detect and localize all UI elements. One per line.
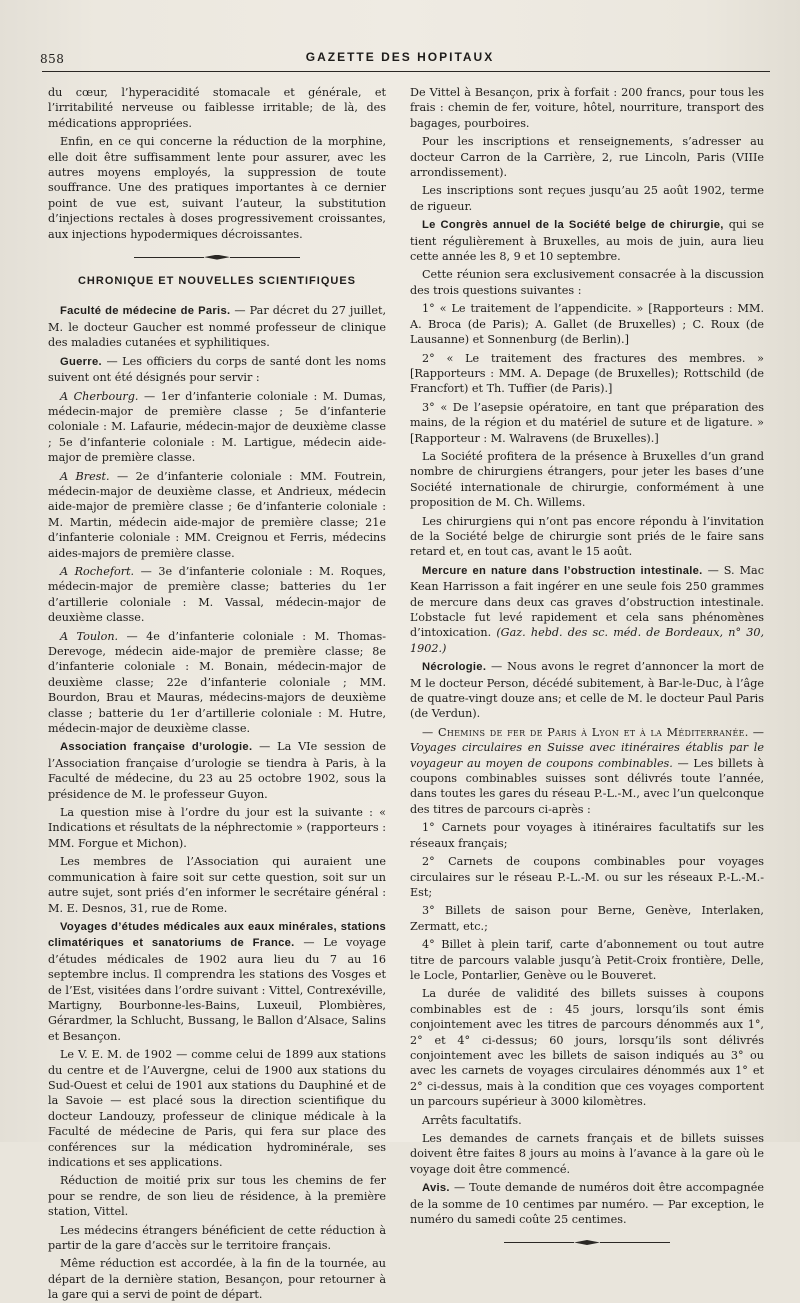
item-text: — Par décret du 27 juillet, M. le docteur Gaucher est nommé professeur de clinique des maladies cutanées et syphilitiques. [48,304,387,350]
list-item: 3° Billets de saison pour Berne, Genève, Interlaken, Zermatt, etc.; [410,904,764,933]
running-title: GAZETTE DES HOPITAUX [305,50,495,64]
paragraph: Les inscriptions sont reçues jusqu’au 25 août 1902, terme de rigueur. [410,184,764,213]
paragraph: Pour les inscriptions et renseignements, s’adresser au docteur Carron de la Carrière, 2, rue Lincoln, Paris (VIIIe arrondissement). [410,135,764,180]
page-number: 858 [40,52,65,66]
item-text: — Le voyage d’études médicales de 1902 aura lieu du 7 au 16 septembre inclus. Il comprendra les stations des Vosges et de l’Est, visitées dans l’ordre suivant : Vittel, Contrexéville, Martigny, Bourbonne-les-Bains, Luxeuil, Plombières, Gérardmer, la Schlucht, Bussang, le Ballon d’Alsace, Salins et Besançon. [48,936,386,1043]
paragraph: Le V. E. M. de 1902 — comme celui de 1899 aux stations du centre et de l’Auvergne, celui de 1900 aux stations du Sud-Ouest et celui de 1901 aux stations du Dauphiné et de la Savoie — est placé sous la direction scientifique du docteur Landouzy, professeur de clinique médicale à la Faculté de médecine de Paris, qui fera sur place des conférences sur la médication hydrominérale, ses indications et ses applications. [48,1048,386,1169]
place-name: A Brest. [60,469,110,483]
item-heading: — Chemins de fer de Paris à Lyon et à la Méditerranée. [422,725,749,739]
news-item-faculte [48,303,386,350]
place-name: A Toulon. [60,629,119,643]
paragraph: Les membres de l’Association qui auraient une communication à faire soit sur cette question, soit sur un autre sujet, sont priés d’en informer le secrétaire général : M. E. Desnos, 31, rue de Rome. [48,855,386,915]
item-text: — 1er d’infanterie coloniale : M. Dumas, médecin-major de première classe ; 5e d’infanterie coloniale : M. Lafaurie, médecin-major de deuxième classe ; 5e d’infanterie coloniale : M. Lartigue, médecin aide-major de première classe. [48,389,386,465]
list-item: 2° « Le traitement des fractures des membres. » [Rapporteurs : MM. A. Depage (de Bruxelles); Rottschild (de Francfort) et Th. Tuffier (de Paris).] [410,351,764,396]
item-heading: Avis. [422,1182,450,1195]
paragraph: La Société profitera de la présence à Bruxelles d’un grand nombre de chirurgiens étrangers, pour jeter les bases d’une Société internationale de chirurgie, conformément à une proposition de M. Ch. Willems. [410,449,764,510]
item-heading: Nécrologie. [422,661,487,674]
posting-rochefort [48,564,386,626]
item-text: — 3e d’infanterie coloniale : M. Roques, médecin-major de première classe; batteries du 1er d’artillerie coloniale : M. Vassal, médecin-major de deuxième classe. [48,564,386,625]
section-title: CHRONIQUE ET NOUVELLES SCIENTIFIQUES [77,275,357,288]
paragraph: Arrêts facultatifs. [422,1113,522,1127]
item-text: — Toute demande de numéros doit être accompagnée de la somme de 10 centimes par numéro. — Par exception, le numéro du samedi coûte 25 centimes. [410,1181,764,1227]
item-heading: Guerre. [60,355,102,368]
item-heading: Voyages d’études médicales aux eaux minérales, stations climatériques et sanatoriums de France. [48,920,386,950]
ornament-divider [410,1237,764,1247]
list-item: 1° Carnets pour voyages à itinéraires facultatifs sur les réseaux français; [410,821,764,850]
citation: (Gaz. hebd. des sc. méd. de Bordeaux, n° 30, 1902.) [410,626,764,655]
news-item-voyages [48,919,386,1044]
news-item-guerre [48,354,386,386]
paragraph: Réduction de moitié prix sur tous les chemins de fer pour se rendre, de son lieu de résidence, à la première station, Vittel. [48,1174,386,1219]
news-item-chemins-de-fer [410,725,764,817]
posting-brest [48,469,386,561]
paragraph: Même réduction est accordée, à la fin de la tournée, au départ de la dernière station, Besançon, pour retourner à la gare qui a servi de point de départ. [48,1257,386,1302]
paragraph: La durée de validité des billets suisses à coupons combinables est de : 45 jours, lorsqu’ils sont émis conjointement avec les titres de parcours dénommés aux 1°, 2° et 4° ci-dessus; 60 jours, lorsqu’ils sont délivrés conjointement avec les billets de saison indiqués au 3° ou avec les carnets de voyages circulaires dénommés aux 1° et 2° ci-dessus, mais à la condition que ces voyages comportent un parcours supérieur à 3000 kilomètres. [410,987,764,1109]
posting-toulon [48,629,386,737]
paragraph: du cœur, l’hyperacidité stomacale et générale, et l’irritabilité nerveuse ou faiblesse irritable; de là, des médications appropriées. [48,86,386,130]
place-name: A Rochefort. [60,564,135,578]
list-item: 3° « De l’asepsie opératoire, en tant que préparation des mains, de la région et du matériel de suture et de ligature. » [Rapporteur : M. Walravens (de Bruxelles).] [410,400,764,445]
item-text: — 2e d’infanterie coloniale : MM. Foutrein, médecin-major de deuxième classe, et Andrieux, médecin aide-major de première classe ; 6e d’infanterie coloniale : M. Martin, médecin aide-major de première classe; 21e d’infanterie coloniale : MM. Creignou et Ferris, médecins aides-majors de première classe. [48,469,386,560]
left-column [48,85,387,1302]
list-item: 4° Billet à plein tarif, carte d’abonnement ou tout autre titre de parcours valable jusqu’à Petit-Croix frontière, Delle, le Locle, Pontarlier, Genève ou le Bouveret. [410,938,764,982]
paragraph: De Vittel à Besançon, prix à forfait : 200 francs, pour tous les frais : chemin de fer, voiture, hôtel, nourriture, transport des bagages, pourboires. [410,86,764,130]
item-text: — Les officiers du corps de santé dont les noms suivent ont été désignés pour servir : [48,354,386,385]
item-text: — 4e d’infanterie coloniale : M. Thomas-Derevoge, médecin aide-major de première classe; 8e d’infanterie coloniale : M. Bonain, médecin-major de deuxième classe; 22e d’infanterie coloniale ; MM. Bourdon, Brau et Mauras, médecins-majors de deuxième classe ; batterie du 1er d’artillerie coloniale : M. Hutre, médecin-major de deuxième classe. [48,629,386,736]
item-text: — La VIe session de l’Association française d’urologie se tiendra à Paris, à la Faculté de médecine, du 23 au 25 octobre 1902, sous la présidence de M. le professeur Guyon. [48,740,386,801]
news-item-urologie [48,739,386,802]
ornament-divider [48,252,386,262]
paragraph: Enfin, en ce qui concerne la réduction de la morphine, elle doit être suffisamment lente pour assurer, avec les autres moyens employés, la suppression de toute souffrance. Une des pratiques importantes à ce dernier point de vue est, suivant l’auteur, la substitution d’injections rectales à doses progressivement croissantes, aux injections hypodermiques décroissantes. [48,135,386,241]
item-heading: Faculté de médecine de Paris. [60,305,231,318]
list-item: 2° Carnets de coupons combinables pour voyages circulaires sur le réseau P.-L.-M. ou sur les réseaux P.-L.-M.-Est; [410,855,764,899]
item-text: — Nous avons le regret d’annoncer la mort de M le docteur Person, décédé subitement, à Bar-le-Duc, à l’âge de quatre-vingt douze ans; et celle de M. le docteur Paul Paris (de Verdun). [410,660,764,721]
news-item-avis [410,1180,764,1227]
news-item-mercure [410,563,764,656]
item-text: — S. Mac Kean Harrisson a fait ingérer en une seule fois 250 grammes de mercure dans deux cas graves d’obstruction intestinale. L’obstacle fut levé rapidement et cela sans phénomènes d’intoxication. [410,563,764,640]
item-heading: Mercure en nature dans l’obstruction intestinale. [422,564,703,577]
paragraph: La question mise à l’ordre du jour est la suivante : « Indications et résultats de la néphrectomie » (rapporteurs : MM. Forgue et Michon). [48,806,386,850]
paragraph: Les médecins étrangers bénéficient de cette réduction à partir de la gare d’accès sur le territoire français. [48,1223,386,1253]
list-item: 1° « Le traitement de l’appendicite. » [Rapporteurs : MM. A. Broca (de Paris); A. Gallet (de Bruxelles) ; C. Roux (de Lausanne) et Sonnenburg (de Berlin).] [410,302,764,347]
paragraph: Les chirurgiens qui n’ont pas encore répondu à l’invitation de la Société belge de chirurgie sont priés de le faire sans retard et, en tout cas, avant le 15 août. [410,514,764,559]
item-subheading: — Voyages circulaires en Suisse avec itinéraires établis par le voyageur au moyen de coupons combinables. [410,725,764,770]
item-text: — Les billets à coupons combinables suisses sont délivrés toute l’année, dans toutes les gares du réseau P.-L.-M., avec l’un quelconque des titres de parcours ci-après : [410,756,764,816]
paragraph: Cette réunion sera exclusivement consacrée à la discussion des trois questions suivantes : [410,268,764,297]
posting-cherbourg [48,389,386,466]
header-rule [42,71,770,72]
item-heading: Le Congrès annuel de la Société belge de chirurgie, [422,219,724,232]
news-item-congres [410,217,764,264]
right-column [410,85,765,1227]
item-heading: Association française d’urologie. [60,741,253,754]
place-name: A Cherbourg. [60,389,139,403]
item-text: qui se tient régulièrement à Bruxelles, au mois de juin, aura lieu cette année les 8, 9 et 10 septembre. [410,218,765,264]
paragraph: Les demandes de carnets français et de billets suisses doivent être faites 8 jours au moins à l’avance à la gare où le voyage doit être commencé. [410,1132,764,1176]
news-item-necrologie [410,659,764,722]
